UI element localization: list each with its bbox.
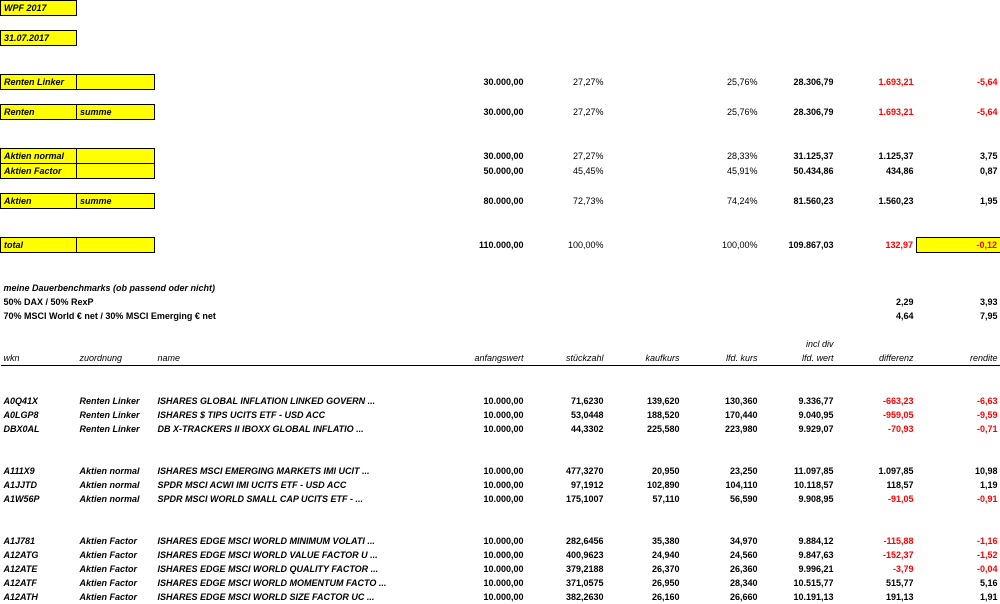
- empty-cell: [917, 337, 1000, 351]
- summary-differenz: 1.125,37: [837, 149, 917, 164]
- cell-wkn: A1J781: [1, 534, 77, 548]
- empty-cell: [683, 309, 761, 323]
- cell-stueckzahl: 53,0448: [527, 408, 607, 422]
- empty-cell: [837, 281, 917, 295]
- cell-rendite: -9,59: [917, 408, 1000, 422]
- summary-rendite: -5,64: [917, 105, 1000, 120]
- benchmark-row-msci: [1, 309, 1000, 323]
- empty-cell: [607, 295, 683, 309]
- empty-cell: [837, 1, 917, 16]
- cell-rendite: 1,91: [917, 590, 1000, 604]
- cell-kaufkurs: 20,950: [607, 464, 683, 478]
- cell-differenz: -70,93: [837, 422, 917, 436]
- benchmark-rendite-pa: 3,93: [917, 295, 1000, 309]
- empty-cell: [155, 194, 441, 209]
- cell-rendite: -0,04: [917, 562, 1000, 576]
- cell-kaufkurs: 24,940: [607, 548, 683, 562]
- cell-stueckzahl: 175,1007: [527, 492, 607, 506]
- cell-kaufkurs: 26,950: [607, 576, 683, 590]
- cell-wkn: DBX0AL: [1, 422, 77, 436]
- cell-rendite: 5,16: [917, 576, 1000, 590]
- title-row: [1, 1, 1000, 16]
- benchmark-title: meine Dauerbenchmarks (ob passend oder nicht): [1, 281, 527, 295]
- summary-differenz: 434,86: [837, 164, 917, 179]
- spacer-row: [1, 253, 1000, 268]
- cell-lfd-kurs: 28,340: [683, 576, 761, 590]
- cell-kaufkurs: 139,620: [607, 394, 683, 408]
- cell-wkn: A1JJTD: [1, 478, 77, 492]
- spacer-row: [1, 120, 1000, 135]
- summary-pct2: 28,33%: [683, 149, 761, 164]
- empty-cell: [607, 194, 683, 209]
- cell-name: ISHARES EDGE MSCI WORLD SIZE FACTOR UC ...: [155, 590, 441, 604]
- cell-lfd-kurs: 23,250: [683, 464, 761, 478]
- cell-lfd-wert: 11.097,85: [761, 464, 837, 478]
- cell-differenz: -115,88: [837, 534, 917, 548]
- date-row: [1, 31, 1000, 46]
- benchmark-label: 50% DAX / 50% RexP: [1, 295, 527, 309]
- cell-name: ISHARES EDGE MSCI WORLD QUALITY FACTOR ...: [155, 562, 441, 576]
- cell-zuordnung: Aktien normal: [77, 464, 155, 478]
- cell-rendite: -1,16: [917, 534, 1000, 548]
- cell-rendite: -1,52: [917, 548, 1000, 562]
- cell-zuordnung: Aktien normal: [77, 492, 155, 506]
- summary-wert: 50.434,86: [761, 164, 837, 179]
- empty-cell: [155, 75, 441, 90]
- cell-zuordnung: Aktien Factor: [77, 590, 155, 604]
- table-row: [1, 548, 1000, 562]
- empty-cell: [607, 281, 683, 295]
- summary-pct2: 45,91%: [683, 164, 761, 179]
- cell-stueckzahl: 44,3302: [527, 422, 607, 436]
- summary-pct2: 25,76%: [683, 105, 761, 120]
- empty-cell: [607, 105, 683, 120]
- cell-kaufkurs: 26,160: [607, 590, 683, 604]
- summary-label-secondary: summe: [77, 194, 155, 209]
- cell-differenz: -152,37: [837, 548, 917, 562]
- empty-cell: [607, 1, 683, 16]
- incl-div-row: [1, 337, 1000, 351]
- summary-pct1: 27,27%: [527, 105, 607, 120]
- cell-anfangswert: 10.000,00: [441, 576, 527, 590]
- summary-label: Aktien normal: [1, 149, 77, 164]
- column-header-rendite: rendite: [917, 351, 1000, 366]
- empty-cell: [77, 31, 1000, 46]
- benchmark-rendite: 4,64: [837, 309, 917, 323]
- summary-anfangswert: 30.000,00: [441, 149, 527, 164]
- cell-kaufkurs: 102,890: [607, 478, 683, 492]
- cell-anfangswert: 10.000,00: [441, 534, 527, 548]
- empty-cell: [607, 309, 683, 323]
- cell-wkn: A12ATG: [1, 548, 77, 562]
- summary-anfangswert: 50.000,00: [441, 164, 527, 179]
- empty-cell: [527, 295, 607, 309]
- cell-lfd-kurs: 223,980: [683, 422, 761, 436]
- summary-pct1: 100,00%: [527, 238, 607, 253]
- summary-differenz: 132,97: [837, 238, 917, 253]
- empty-cell: [683, 295, 761, 309]
- cell-wkn: A0LGP8: [1, 408, 77, 422]
- column-header-anfangswert: anfangswert: [441, 351, 527, 366]
- summary-row-renten-linker: [1, 75, 1000, 90]
- spacer-row: [1, 520, 1000, 534]
- spacer-row: [1, 60, 1000, 75]
- cell-anfangswert: 10.000,00: [441, 478, 527, 492]
- cell-wkn: A0Q41X: [1, 394, 77, 408]
- summary-label: Aktien: [1, 194, 77, 209]
- cell-kaufkurs: 26,370: [607, 562, 683, 576]
- cell-zuordnung: Renten Linker: [77, 394, 155, 408]
- summary-rendite: -5,64: [917, 75, 1000, 90]
- cell-wkn: A12ATF: [1, 576, 77, 590]
- column-header-lfd-kurs: lfd. kurs: [683, 351, 761, 366]
- spacer-row: [1, 223, 1000, 238]
- cell-lfd-wert: 9.336,77: [761, 394, 837, 408]
- spacer-row: [1, 323, 1000, 337]
- table-row: [1, 478, 1000, 492]
- cell-anfangswert: 10.000,00: [441, 492, 527, 506]
- summary-label-secondary: [77, 164, 155, 179]
- summary-pct1: 45,45%: [527, 164, 607, 179]
- cell-anfangswert: 10.000,00: [441, 408, 527, 422]
- cell-wkn: A1W56P: [1, 492, 77, 506]
- benchmark-label: 70% MSCI World € net / 30% MSCI Emerging € net: [1, 309, 527, 323]
- cell-lfd-wert: 9.996,21: [761, 562, 837, 576]
- summary-anfangswert: 30.000,00: [441, 75, 527, 90]
- summary-pct1: 27,27%: [527, 149, 607, 164]
- cell-differenz: -3,79: [837, 562, 917, 576]
- table-row: [1, 562, 1000, 576]
- summary-differenz: 1.560,23: [837, 194, 917, 209]
- summary-pct2: 100,00%: [683, 238, 761, 253]
- cell-differenz: 191,13: [837, 590, 917, 604]
- cell-differenz: 1.097,85: [837, 464, 917, 478]
- cell-zuordnung: Aktien Factor: [77, 534, 155, 548]
- summary-anfangswert: 30.000,00: [441, 105, 527, 120]
- column-header-stueckzahl: stückzahl: [527, 351, 607, 366]
- spacer-row: [1, 134, 1000, 149]
- empty-cell: [155, 149, 441, 164]
- cell-name: ISHARES MSCI EMERGING MARKETS IMI UCIT ...: [155, 464, 441, 478]
- summary-row-total: [1, 238, 1000, 253]
- spacer-row: [1, 380, 1000, 394]
- cell-lfd-kurs: 34,970: [683, 534, 761, 548]
- cell-name: ISHARES EDGE MSCI WORLD VALUE FACTOR U ...: [155, 548, 441, 562]
- empty-cell: [607, 75, 683, 90]
- benchmark-row-dax-rexp: [1, 295, 1000, 309]
- cell-rendite: -0,91: [917, 492, 1000, 506]
- empty-cell: [761, 1, 837, 16]
- empty-cell: [917, 281, 1000, 295]
- summary-differenz: 1.693,21: [837, 75, 917, 90]
- empty-cell: [683, 1, 761, 16]
- cell-lfd-kurs: 104,110: [683, 478, 761, 492]
- table-row: [1, 394, 1000, 408]
- summary-anfangswert: 110.000,00: [441, 238, 527, 253]
- summary-differenz: 1.693,21: [837, 105, 917, 120]
- empty-cell: [155, 164, 441, 179]
- spacer-row: [1, 506, 1000, 520]
- table-row: [1, 590, 1000, 604]
- cell-anfangswert: 10.000,00: [441, 464, 527, 478]
- empty-cell: [683, 281, 761, 295]
- summary-rendite: 0,87: [917, 164, 1000, 179]
- summary-wert: 109.867,03: [761, 238, 837, 253]
- empty-cell: [155, 105, 441, 120]
- workbook-title: WPF 2017: [1, 1, 77, 16]
- summary-label-secondary: [77, 238, 155, 253]
- spacer-row: [1, 46, 1000, 61]
- summary-pct1: 27,27%: [527, 75, 607, 90]
- summary-wert: 28.306,79: [761, 75, 837, 90]
- empty-cell: [761, 295, 837, 309]
- spacer-row: [1, 450, 1000, 464]
- cell-kaufkurs: 225,580: [607, 422, 683, 436]
- spacer-row: [1, 267, 1000, 281]
- column-header-kaufkurs: kaufkurs: [607, 351, 683, 366]
- cell-lfd-kurs: 170,440: [683, 408, 761, 422]
- summary-row-renten-summe: [1, 105, 1000, 120]
- cell-differenz: 118,57: [837, 478, 917, 492]
- cell-anfangswert: 10.000,00: [441, 422, 527, 436]
- table-row: [1, 464, 1000, 478]
- cell-stueckzahl: 400,9623: [527, 548, 607, 562]
- report-date: 31.07.2017: [1, 31, 77, 46]
- cell-wkn: A12ATE: [1, 562, 77, 576]
- empty-cell: [441, 1, 527, 16]
- cell-rendite: -6,63: [917, 394, 1000, 408]
- cell-lfd-wert: 10.118,57: [761, 478, 837, 492]
- cell-lfd-wert: 9.884,12: [761, 534, 837, 548]
- cell-stueckzahl: 379,2188: [527, 562, 607, 576]
- column-header-zuordnung: zuordnung: [77, 351, 155, 366]
- benchmark-title-row: [1, 281, 1000, 295]
- summary-label: total: [1, 238, 77, 253]
- cell-rendite: 1,19: [917, 478, 1000, 492]
- cell-stueckzahl: 282,6456: [527, 534, 607, 548]
- cell-kaufkurs: 188,520: [607, 408, 683, 422]
- summary-rendite: 3,75: [917, 149, 1000, 164]
- cell-stueckzahl: 382,2630: [527, 590, 607, 604]
- cell-anfangswert: 10.000,00: [441, 394, 527, 408]
- cell-zuordnung: Aktien Factor: [77, 562, 155, 576]
- cell-anfangswert: 10.000,00: [441, 590, 527, 604]
- cell-lfd-wert: 9.908,95: [761, 492, 837, 506]
- cell-name: ISHARES EDGE MSCI WORLD MOMENTUM FACTO ...: [155, 576, 441, 590]
- empty-cell: [155, 1, 441, 16]
- spacer-row: [1, 90, 1000, 105]
- empty-cell: [527, 309, 607, 323]
- empty-cell: [1, 337, 761, 351]
- empty-cell: [837, 337, 917, 351]
- spacer-row: [1, 16, 1000, 31]
- cell-kaufkurs: 57,110: [607, 492, 683, 506]
- cell-lfd-kurs: 130,360: [683, 394, 761, 408]
- spacer-row: [1, 209, 1000, 224]
- table-row: [1, 492, 1000, 506]
- empty-cell: [607, 164, 683, 179]
- empty-cell: [527, 281, 607, 295]
- cell-name: SPDR MSCI ACWI IMI UCITS ETF - USD ACC: [155, 478, 441, 492]
- cell-stueckzahl: 371,0575: [527, 576, 607, 590]
- summary-row-aktien-normal: [1, 149, 1000, 164]
- cell-lfd-wert: 9.040,95: [761, 408, 837, 422]
- empty-cell: [155, 238, 441, 253]
- column-header-name: name: [155, 351, 441, 366]
- table-row: [1, 576, 1000, 590]
- cell-name: SPDR MSCI WORLD SMALL CAP UCITS ETF - ...: [155, 492, 441, 506]
- summary-pct2: 25,76%: [683, 75, 761, 90]
- cell-differenz: -663,23: [837, 394, 917, 408]
- empty-cell: [607, 149, 683, 164]
- spacer-row: [1, 366, 1000, 381]
- cell-lfd-kurs: 26,660: [683, 590, 761, 604]
- empty-cell: [917, 1, 1000, 16]
- cell-name: ISHARES GLOBAL INFLATION LINKED GOVERN ...: [155, 394, 441, 408]
- cell-anfangswert: 10.000,00: [441, 562, 527, 576]
- cell-stueckzahl: 71,6230: [527, 394, 607, 408]
- summary-row-aktien-summe: [1, 194, 1000, 209]
- summary-label-secondary: summe: [77, 105, 155, 120]
- spacer-row: [1, 179, 1000, 194]
- cell-name: DB X-TRACKERS II IBOXX GLOBAL INFLATIO ...: [155, 422, 441, 436]
- column-header-lfd-wert: lfd. wert: [761, 351, 837, 366]
- cell-differenz: -91,05: [837, 492, 917, 506]
- cell-lfd-wert: 10.191,13: [761, 590, 837, 604]
- cell-zuordnung: Renten Linker: [77, 422, 155, 436]
- cell-lfd-wert: 10.515,77: [761, 576, 837, 590]
- cell-lfd-kurs: 56,590: [683, 492, 761, 506]
- table-row: [1, 422, 1000, 436]
- benchmark-rendite: 2,29: [837, 295, 917, 309]
- column-header-differenz: differenz: [837, 351, 917, 366]
- cell-zuordnung: Aktien normal: [77, 478, 155, 492]
- cell-wkn: A111X9: [1, 464, 77, 478]
- cell-stueckzahl: 97,1912: [527, 478, 607, 492]
- summary-wert: 28.306,79: [761, 105, 837, 120]
- cell-kaufkurs: 35,380: [607, 534, 683, 548]
- cell-zuordnung: Aktien Factor: [77, 548, 155, 562]
- empty-cell: [527, 1, 607, 16]
- incl-div-note: incl div: [761, 337, 837, 351]
- table-header-row: [1, 351, 1000, 366]
- cell-zuordnung: Renten Linker: [77, 408, 155, 422]
- cell-lfd-kurs: 24,560: [683, 548, 761, 562]
- empty-cell: [761, 281, 837, 295]
- empty-cell: [607, 238, 683, 253]
- cell-lfd-wert: 9.929,07: [761, 422, 837, 436]
- summary-label: Aktien Factor: [1, 164, 77, 179]
- empty-cell: [77, 1, 155, 16]
- summary-anfangswert: 80.000,00: [441, 194, 527, 209]
- empty-cell: [761, 309, 837, 323]
- cell-name: ISHARES $ TIPS UCITS ETF - USD ACC: [155, 408, 441, 422]
- summary-wert: 31.125,37: [761, 149, 837, 164]
- cell-differenz: 515,77: [837, 576, 917, 590]
- cell-name: ISHARES EDGE MSCI WORLD MINIMUM VOLATI ...: [155, 534, 441, 548]
- summary-label-secondary: [77, 149, 155, 164]
- summary-label: Renten: [1, 105, 77, 120]
- column-header-wkn: wkn: [1, 351, 77, 366]
- cell-differenz: -959,05: [837, 408, 917, 422]
- summary-rendite: 1,95: [917, 194, 1000, 209]
- cell-wkn: A12ATH: [1, 590, 77, 604]
- cell-rendite: -0,71: [917, 422, 1000, 436]
- spacer-row: [1, 436, 1000, 450]
- cell-rendite: 10,98: [917, 464, 1000, 478]
- summary-rendite: -0,12: [917, 238, 1000, 253]
- cell-zuordnung: Aktien Factor: [77, 576, 155, 590]
- cell-lfd-wert: 9.847,63: [761, 548, 837, 562]
- table-row: [1, 408, 1000, 422]
- table-row: [1, 534, 1000, 548]
- summary-wert: 81.560,23: [761, 194, 837, 209]
- summary-row-aktien-factor: [1, 164, 1000, 179]
- cell-stueckzahl: 477,3270: [527, 464, 607, 478]
- cell-lfd-kurs: 26,360: [683, 562, 761, 576]
- summary-pct1: 72,73%: [527, 194, 607, 209]
- summary-pct2: 74,24%: [683, 194, 761, 209]
- cell-anfangswert: 10.000,00: [441, 548, 527, 562]
- summary-label: Renten Linker: [1, 75, 77, 90]
- benchmark-rendite-pa: 7,95: [917, 309, 1000, 323]
- summary-label-secondary: [77, 75, 155, 90]
